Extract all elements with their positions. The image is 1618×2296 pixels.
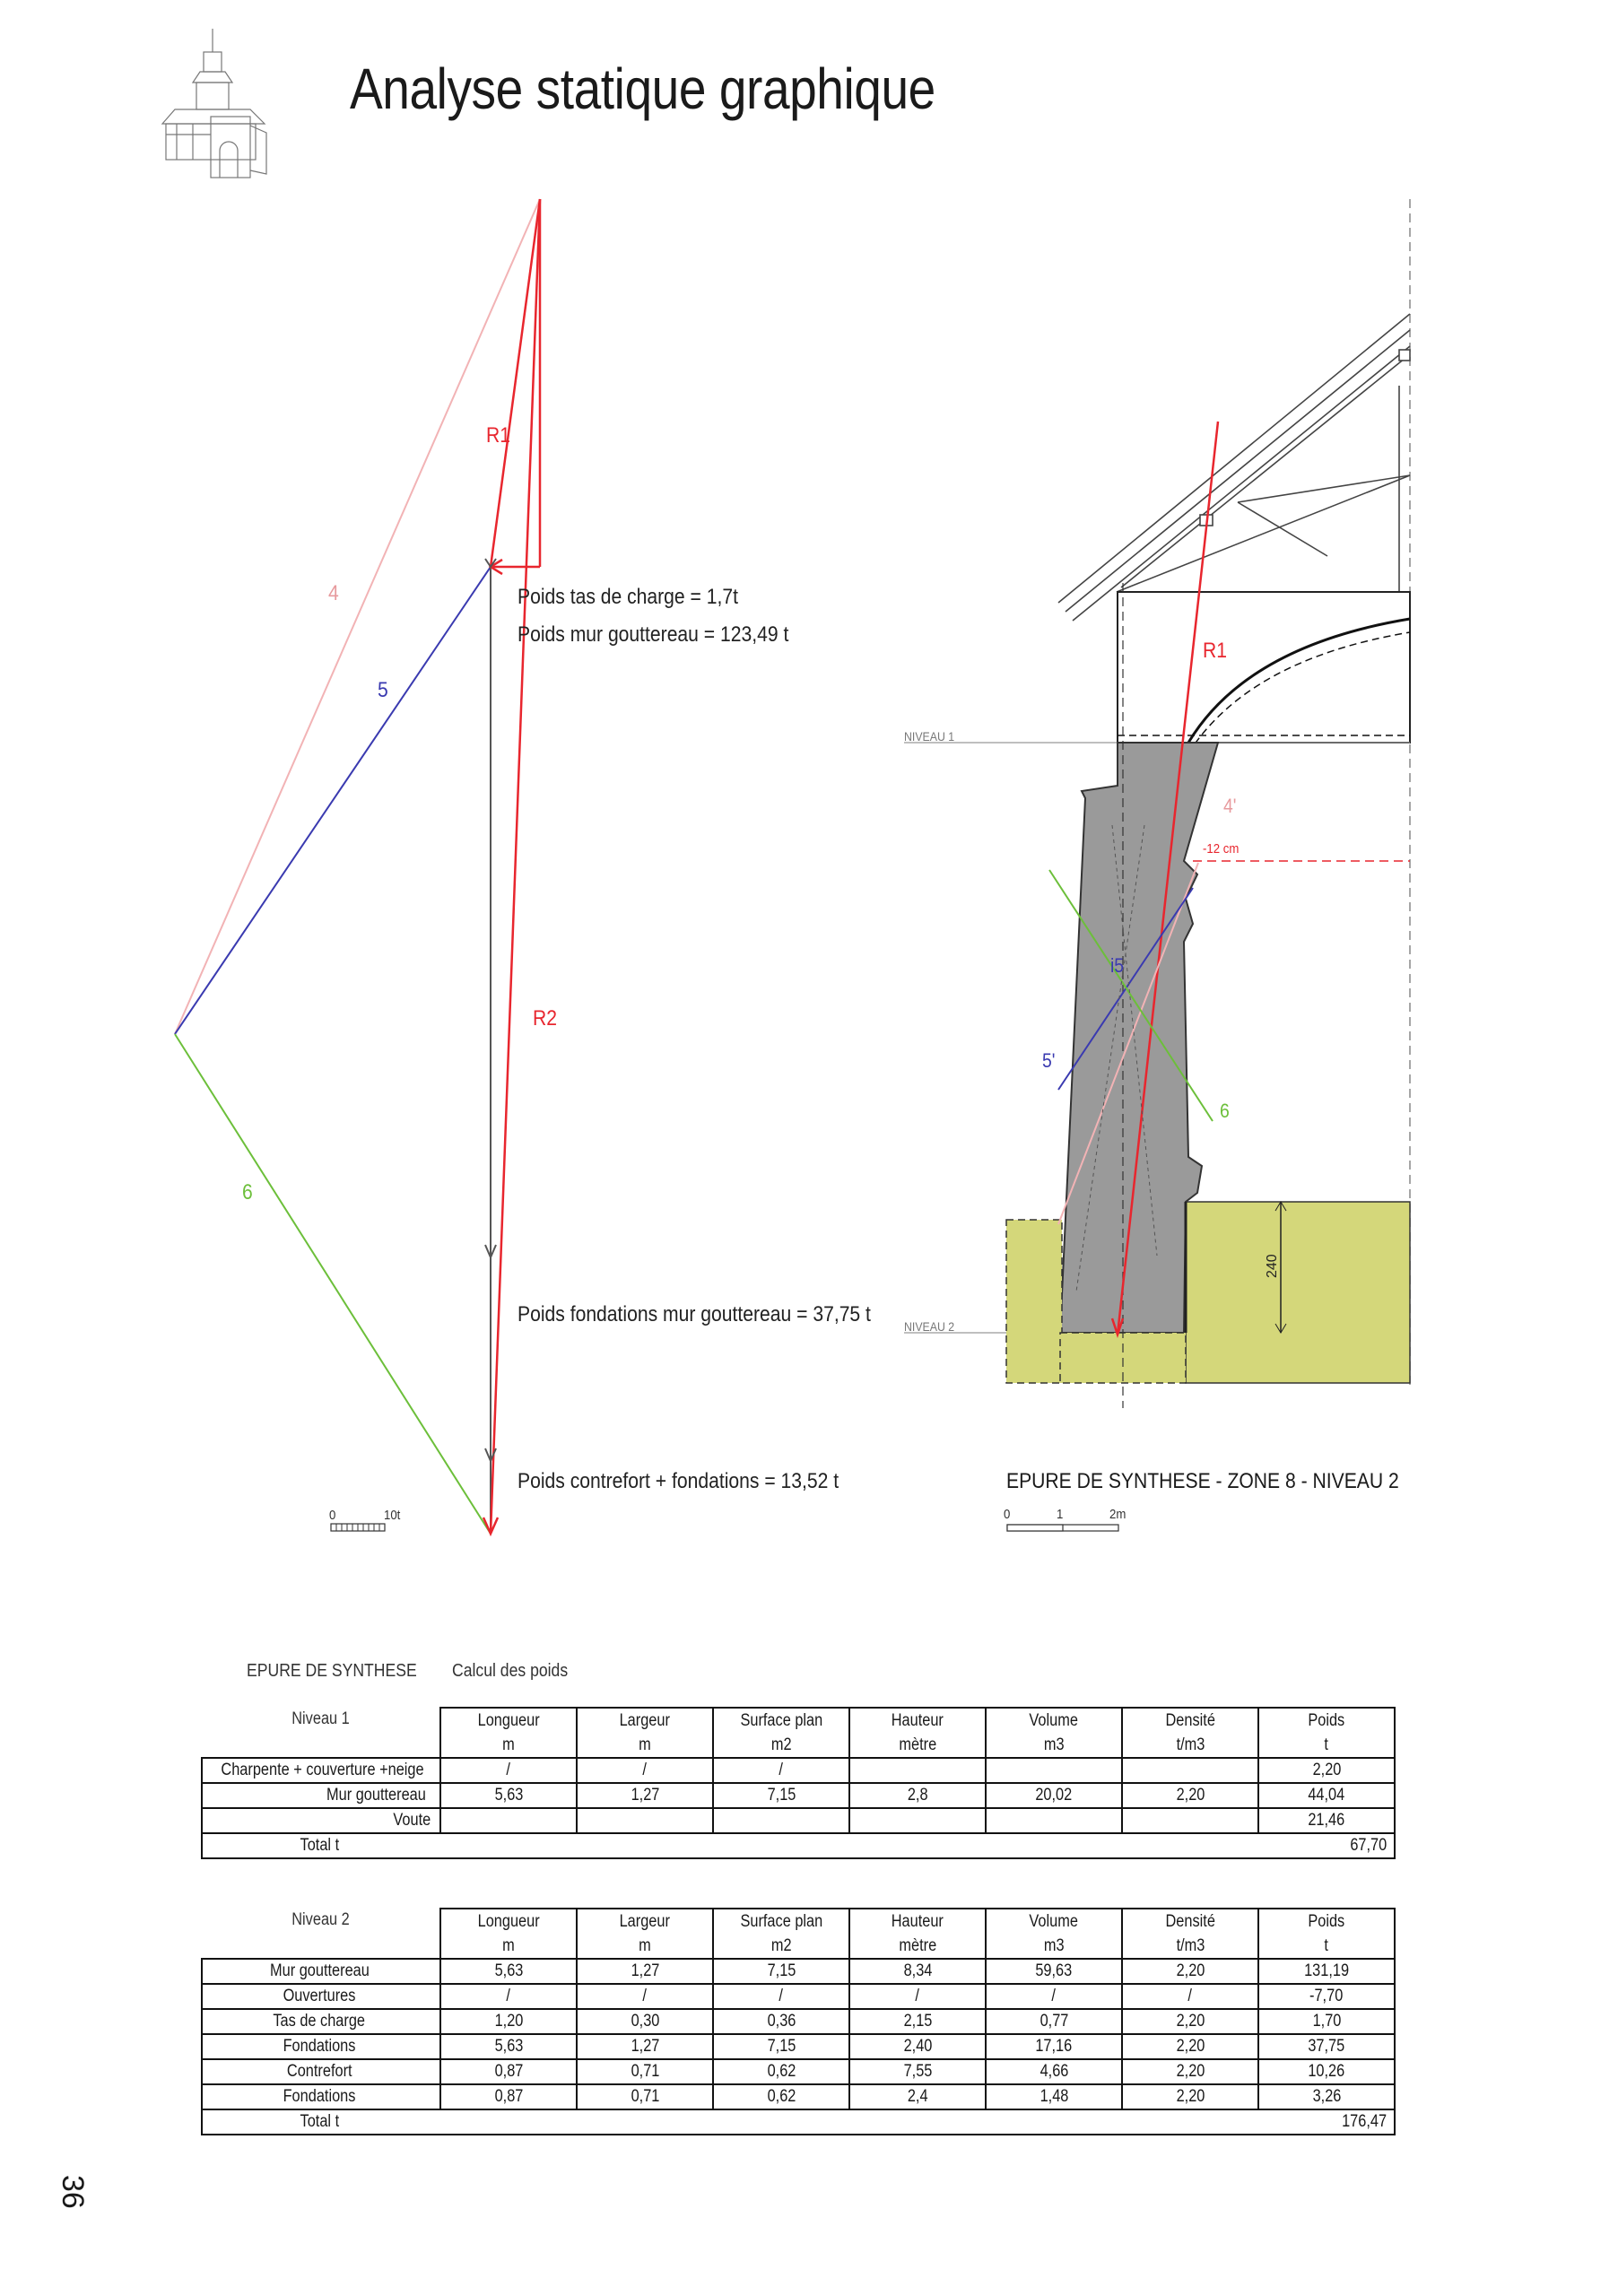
page-number: 36 xyxy=(56,2175,90,2209)
label-r1: R1 xyxy=(486,423,511,448)
col-header: Poids t xyxy=(1258,1708,1395,1758)
col-header: Largeur m xyxy=(577,1708,713,1758)
section-scale-two: 2m xyxy=(1109,1507,1127,1522)
col-header: Hauteur mètre xyxy=(849,1909,986,1959)
annotation-contrefort: Poids contrefort + fondations = 13,52 t xyxy=(518,1469,839,1493)
force-scale-zero: 0 xyxy=(329,1508,336,1523)
dimension-240: 240 xyxy=(1265,1254,1280,1278)
section-scale-zero: 0 xyxy=(1004,1507,1011,1522)
section-label-ray-5: 5' xyxy=(1042,1049,1056,1072)
table-niveau-2 xyxy=(201,1908,1396,2135)
table-row: Ouvertures / / / / / / -7,70 xyxy=(202,1984,1395,2009)
col-header: Surface plan m2 xyxy=(713,1708,849,1758)
col-header: Volume m3 xyxy=(986,1708,1122,1758)
total-row: Total t 176,47 xyxy=(202,2109,1395,2135)
force-scale-max: 10t xyxy=(384,1508,401,1523)
col-header: Volume m3 xyxy=(986,1909,1122,1959)
table-row: Charpente + couverture +neige / / / 2,20 xyxy=(202,1758,1395,1783)
vault-arch xyxy=(1188,619,1410,743)
table-niveau-1 xyxy=(201,1707,1396,1859)
col-header: Hauteur mètre xyxy=(849,1708,986,1758)
col-header: Longueur m xyxy=(440,1708,577,1758)
section-label-i5: i5 xyxy=(1110,954,1125,977)
col-header: Poids t xyxy=(1258,1909,1395,1959)
section-label-ray-6: 6 xyxy=(1220,1100,1230,1122)
label-niveau-1: NIVEAU 1 xyxy=(904,729,955,744)
calc-subheading: Calcul des poids xyxy=(452,1661,569,1681)
col-header: Largeur m xyxy=(577,1909,713,1959)
label-ray-4: 4 xyxy=(328,581,339,605)
table-row: Tas de charge 1,20 0,30 0,36 2,15 0,77 2,20 1,70 xyxy=(202,2009,1395,2034)
label-r2: R2 xyxy=(533,1006,558,1031)
annotation-fondations: Poids fondations mur gouttereau = 37,75 t xyxy=(518,1302,871,1326)
annotation-mur-gouttereau: Poids mur gouttereau = 123,49 t xyxy=(518,622,789,647)
total-row: Total t 67,70 xyxy=(202,1833,1395,1858)
table-row: Fondations 0,87 0,71 0,62 2,4 1,48 2,20 3,26 xyxy=(202,2084,1395,2109)
label-ray-6: 6 xyxy=(242,1180,253,1205)
section-label-r1: R1 xyxy=(1203,639,1228,663)
col-header: Densité t/m3 xyxy=(1122,1708,1258,1758)
niveau-1-label: Niveau 1 xyxy=(291,1709,350,1728)
col-header: Surface plan m2 xyxy=(713,1909,849,1959)
calc-heading: EPURE DE SYNTHESE xyxy=(247,1661,417,1681)
table-row: Contrefort 0,87 0,71 0,62 7,55 4,66 2,20 10,26 xyxy=(202,2059,1395,2084)
col-header: Longueur m xyxy=(440,1909,577,1959)
page-title: Analyse statique graphique xyxy=(350,57,935,121)
table-row: Voute 21,46 xyxy=(202,1808,1395,1833)
table-row: Mur gouttereau 5,63 1,27 7,15 8,34 59,63 2,20 131,19 xyxy=(202,1959,1395,1984)
section-scale-bar xyxy=(1007,1525,1118,1531)
soil-left xyxy=(1006,1220,1062,1383)
label-niveau-2: NIVEAU 2 xyxy=(904,1319,955,1334)
soil-right xyxy=(1186,1202,1410,1383)
col-header: Densité t/m3 xyxy=(1122,1909,1258,1959)
table-row: Fondations 5,63 1,27 7,15 2,40 17,16 2,20 37,75 xyxy=(202,2034,1395,2059)
annotation-tas-de-charge: Poids tas de charge = 1,7t xyxy=(518,585,738,609)
table-row: Mur gouttereau 5,63 1,27 7,15 2,8 20,02 2,20 44,04 xyxy=(202,1783,1395,1808)
section-label-ray-4: 4' xyxy=(1223,795,1237,817)
label-ray-5: 5 xyxy=(378,678,388,702)
niveau-2-label: Niveau 2 xyxy=(291,1910,350,1929)
roof xyxy=(1058,314,1410,621)
section-scale-one: 1 xyxy=(1057,1507,1064,1522)
section-caption: EPURE DE SYNTHESE - ZONE 8 - NIVEAU 2 xyxy=(1006,1469,1399,1493)
section-label-offset: -12 cm xyxy=(1203,841,1240,857)
